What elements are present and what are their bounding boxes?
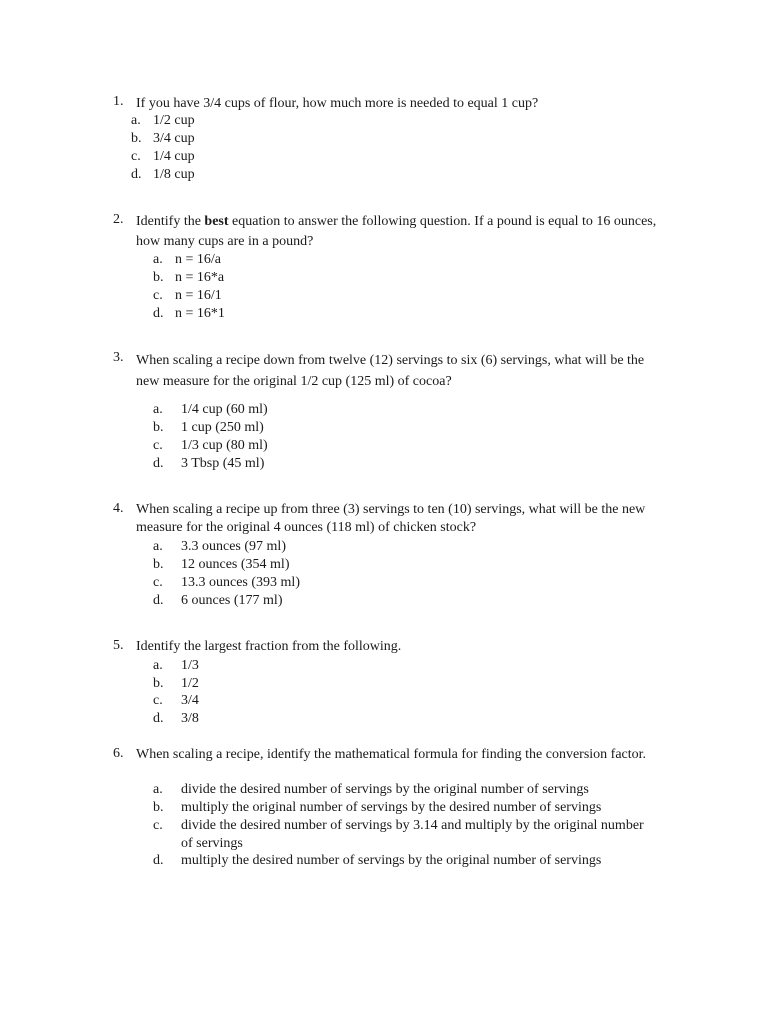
option-letter: a. [153, 252, 163, 267]
question-text [136, 212, 666, 252]
option-text: 1 cup (250 ml) [181, 420, 264, 435]
option-text: 6 ounces (177 ml) [181, 593, 283, 608]
question-text: When scaling a recipe up from three (3) servings to ten (10) servings, what will be the new measure for the original 4 ounces (118 ml) of chicken stock? [136, 502, 646, 535]
option-letter: d. [153, 593, 164, 608]
option-text: n = 16*a [175, 270, 225, 285]
option-letter: d. [153, 306, 164, 321]
question-number: 6. [113, 746, 124, 761]
question-text-before: Identify the [136, 214, 205, 229]
option-letter: a. [153, 402, 163, 417]
option-text: 1/3 [181, 658, 199, 673]
option-text: 3.3 ounces (97 ml) [181, 539, 286, 554]
option-text: 1/2 [181, 676, 199, 691]
option-letter: c. [153, 575, 163, 590]
option-letter: d. [153, 853, 164, 868]
option-text: 1/2 cup [153, 113, 195, 128]
option-text: 1/3 cup (80 ml) [181, 438, 268, 453]
option-text: 3/4 cup [153, 131, 195, 146]
question-number: 4. [113, 501, 124, 516]
question-number: 5. [113, 638, 124, 653]
option-text: n = 16*1 [175, 306, 225, 321]
option-letter: b. [153, 676, 164, 691]
question-number: 3. [113, 350, 124, 365]
option-text: 1/4 cup (60 ml) [181, 402, 268, 417]
option-letter: a. [153, 539, 163, 554]
question-text: When scaling a recipe down from twelve (12) servings to six (6) servings, what will be the new measure for the original 1/2 cup (125 ml) of cocoa? [136, 353, 645, 389]
option-letter: c. [153, 438, 163, 453]
option-text: 3/4 [181, 693, 199, 708]
question-text: If you have 3/4 cups of flour, how much more is needed to equal 1 cup? [136, 96, 539, 111]
option-letter: b. [153, 420, 164, 435]
option-letter: b. [153, 800, 164, 815]
option-letter: c. [131, 149, 141, 164]
option-letter: c. [153, 693, 163, 708]
option-letter: a. [131, 113, 141, 128]
option-letter: a. [153, 782, 163, 797]
option-text: 3/8 [181, 711, 199, 726]
option-text: 1/8 cup [153, 167, 195, 182]
option-text: multiply the original number of servings by the desired number of servings [181, 800, 602, 815]
option-letter: d. [153, 711, 164, 726]
option-letter: a. [153, 658, 163, 673]
question-number: 1. [113, 94, 124, 109]
option-text: 12 ounces (354 ml) [181, 557, 290, 572]
option-letter: b. [153, 557, 164, 572]
option-text: n = 16/a [175, 252, 221, 267]
option-letter: c. [153, 288, 163, 303]
option-text: 1/4 cup [153, 149, 195, 164]
option-letter: b. [153, 270, 164, 285]
question-text: When scaling a recipe, identify the mathematical formula for finding the conversion factor. [136, 747, 647, 762]
option-text: n = 16/1 [175, 288, 222, 303]
emphasis-word: best [204, 214, 229, 229]
question-text-after: equation to answer the following question. If a pound is equal to 16 ounces, how many cups are in a pound? [136, 214, 657, 249]
option-text: divide the desired number of servings by the original number of servings [181, 782, 589, 797]
option-letter: d. [131, 167, 142, 182]
option-letter: b. [131, 131, 142, 146]
option-text: 3 Tbsp (45 ml) [181, 456, 265, 471]
option-letter: d. [153, 456, 164, 471]
question-number: 2. [113, 212, 124, 227]
option-text: divide the desired number of servings by 3.14 and multiply by the original number of servings [181, 818, 644, 851]
question-text: Identify the largest fraction from the following. [136, 639, 402, 654]
option-letter: c. [153, 818, 163, 833]
option-text: multiply the desired number of servings by the original number of servings [181, 853, 602, 868]
option-text: 13.3 ounces (393 ml) [181, 575, 300, 590]
